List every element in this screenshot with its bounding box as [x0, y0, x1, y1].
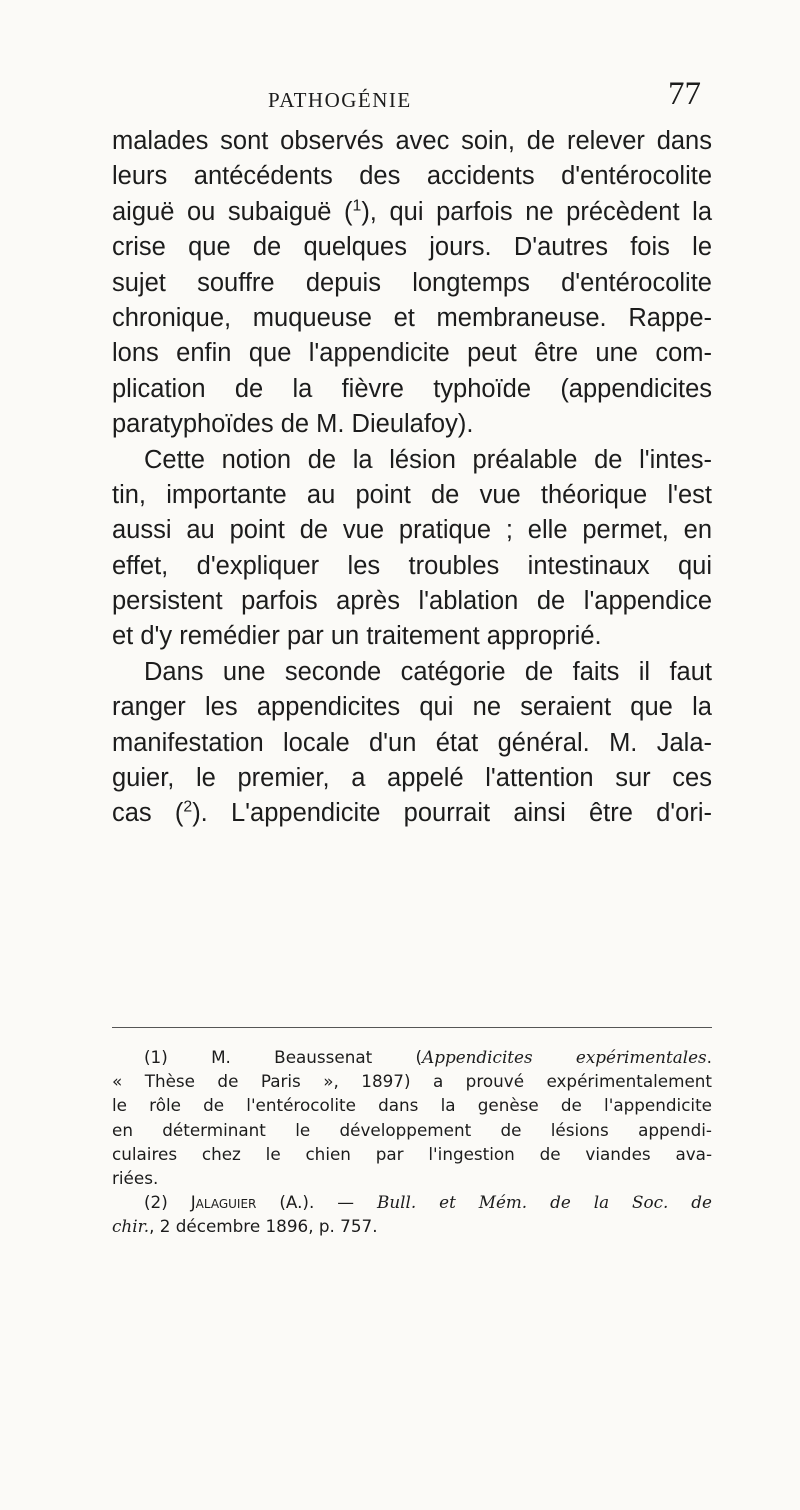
footnotes [112, 1045, 712, 1239]
footnote-title: Bull. et Mém. de la Soc. de [376, 1192, 712, 1213]
footnote-divider [112, 1027, 712, 1028]
body-line: paratyphoïdes de M. Dieulafoy). [112, 410, 474, 439]
running-head [0, 76, 800, 116]
body-line: effet, d'expliquer les troubles intestinaux qui [112, 551, 712, 580]
footnote-title: Appendicites expérimentales [422, 1047, 707, 1067]
body-line: cas ($^2$). L'appendicite pourrait ainsi être d'ori- [112, 798, 713, 828]
footnote-line: culaires chez le chien par l'ingestion de viandes ava- [112, 1143, 712, 1164]
body-line: crise que de quelques jours. D'autres fois le [112, 233, 712, 262]
footnote-line: en déterminant le développement de lésions appendi- [112, 1119, 712, 1140]
footnote-line: riées. [112, 1167, 159, 1188]
page-number: 77 [668, 76, 701, 112]
body-line: Dans une seconde catégorie de faits il faut [144, 657, 712, 686]
body-text [112, 124, 712, 832]
body-line: sujet souffre depuis longtemps d'entérocolite [112, 268, 712, 297]
body-line: tin, importante au point de vue théorique l'est [112, 480, 712, 509]
body-line: Cette notion de la lésion préalable de l'intes- [144, 445, 712, 474]
footnote-line: le rôle de l'entérocolite dans la genèse de l'appendicite [112, 1095, 712, 1116]
footnote-line: chir., 2 décembre 1896, p. 757. [112, 1216, 378, 1237]
body-line: chronique, muqueuse et membraneuse. Rappe- [112, 303, 712, 332]
body-line: manifestation locale d'un état général. M. Jala- [112, 728, 712, 757]
body-line: lons enfin que l'appendicite peut être une com- [112, 339, 712, 368]
footnote-ref-2: 2 [183, 798, 193, 816]
footnote-1: (1) M. Beaussenat (Appendicites expérimentales. [144, 1047, 712, 1067]
body-line: malades sont observés avec soin, de relever dans [112, 127, 712, 155]
footnote-line: « Thèse de Paris », 1897) a prouvé expérimentalement [112, 1071, 712, 1092]
footnote-2: (2) Jalaguier (A.). — Bull. et Mém. de la Soc. de [144, 1192, 712, 1213]
footnote-ref-1: 1 [352, 197, 362, 215]
body-line: leurs antécédents des accidents d'entérocolite [112, 162, 712, 191]
body-line: guier, le premier, a appelé l'attention sur ces [112, 764, 712, 793]
body-line: et d'y remédier par un traitement approprié. [112, 622, 602, 651]
body-line: ranger les appendicites qui ne seraient que la [112, 693, 712, 722]
body-line: persistent parfois après l'ablation de l'appendice [112, 587, 712, 616]
body-line: aussi au point de vue pratique ; elle permet, en [112, 516, 712, 545]
running-title: PATHOGÉNIE [268, 88, 412, 112]
body-line: plication de la fièvre typhoïde (appendicites [112, 374, 712, 403]
body-line: aiguë ou subaiguë ($^1$), qui parfois ne précèdent la [112, 197, 712, 226]
